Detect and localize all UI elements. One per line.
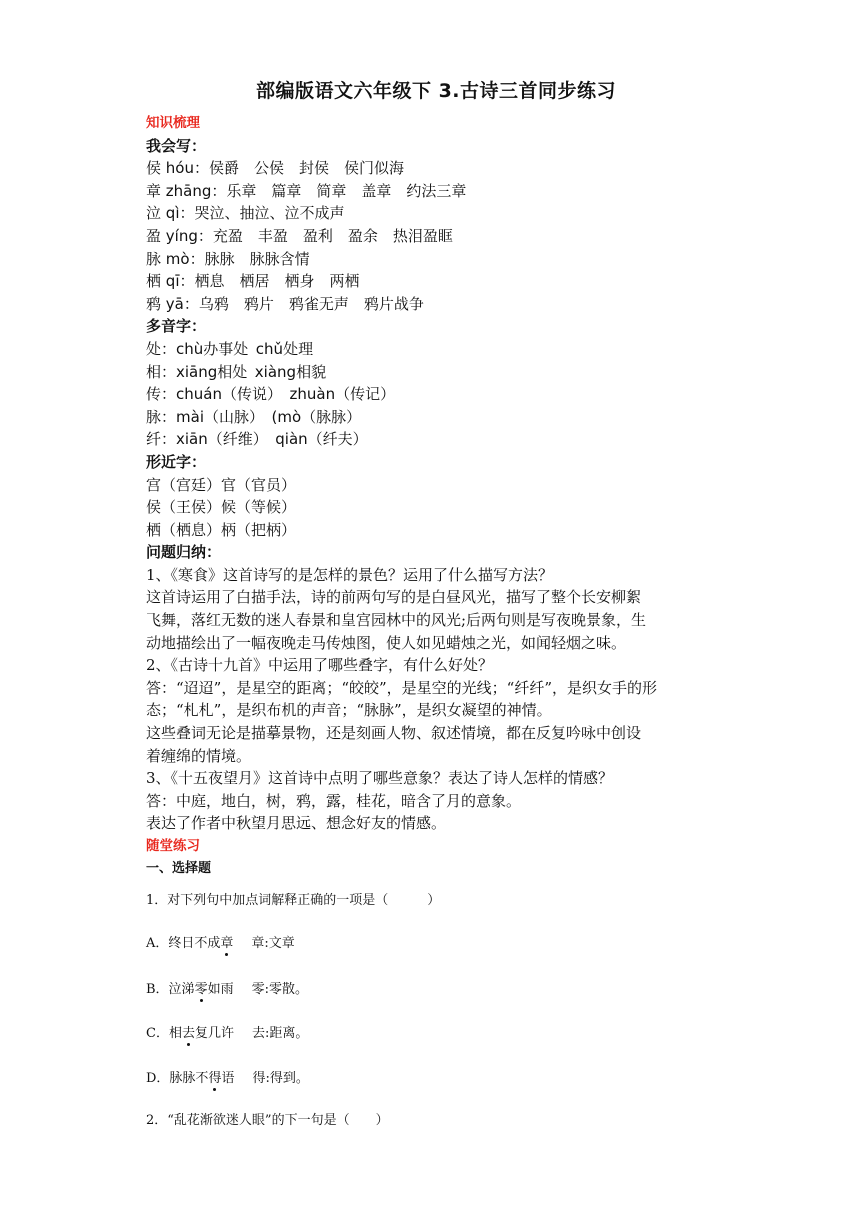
emphasis-dot-char: 章 — [220, 932, 233, 951]
problem-answer-line: 态；“札札”，是织布机的声音；“脉脉”，是织女凝望的神情。 — [146, 701, 552, 720]
problem-answer-line: 表达了作者中秋望月思远、想念好友的情感。 — [146, 814, 447, 833]
write-item: 鸦 yā：乌鸦 鸦片 鸦雀无声 鸦片战争 — [146, 294, 424, 313]
section-choice-heading: 一、选择题 — [146, 860, 212, 876]
write-item: 脉 mò：脉脉 脉脉含情 — [146, 249, 310, 268]
poly-item — [146, 406, 726, 429]
poly-char: 相： — [146, 362, 177, 381]
poly-pinyin-a: xiān — [176, 430, 208, 449]
question-1-stem: 1．对下列句中加点词解释正确的一项是（ ） — [146, 893, 441, 908]
poly-word-a: （山脉） — [204, 407, 265, 426]
poly-word-b: 处理 — [283, 339, 314, 358]
write-item: 泣 qì：哭泣、抽泣、泣不成声 — [146, 204, 345, 223]
option-text-pre: D．脉脉不 — [146, 1071, 209, 1086]
write-words: 充盈 丰盈 盈利 盈余 热泪盈眶 — [212, 226, 453, 245]
write-words: 哭泣、抽泣、泣不成声 — [194, 204, 345, 223]
poly-item — [146, 383, 726, 406]
poly-char: 脉： — [146, 407, 177, 426]
poly-pinyin-a: chù — [176, 339, 204, 358]
option-text-pre: A．终日不成 — [146, 936, 221, 951]
poly-list — [146, 338, 726, 451]
emphasis-dot-char: 零 — [195, 978, 208, 997]
problem-answer-line: 动地描绘出了一幅夜晚走马传烛图，使人如见蜡烛之光，如闻轻烟之味。 — [146, 633, 627, 652]
problem-question: 2、《古诗十九首》中运用了哪些叠字，有什么好处？ — [146, 656, 494, 675]
practice-heading: 随堂练习 — [146, 838, 200, 854]
poly-pinyin-a: mài — [176, 407, 204, 426]
write-pinyin: qī — [165, 272, 180, 291]
write-char: 鸦 — [146, 294, 162, 313]
write-item: 栖 qī：栖息 栖居 栖身 两栖 — [146, 272, 360, 291]
problem-answer-line: 这些叠词无论是描摹景物，还是刻画人物、叙述情境，都在反复吟咏中创设 — [146, 724, 642, 743]
write-pinyin: yíng — [165, 226, 198, 245]
option-gloss: 章:文章 — [251, 936, 295, 951]
poly-pinyin-a: xiāng — [176, 362, 218, 381]
write-pinyin: yā — [165, 294, 184, 313]
similar-heading: 形近字： — [146, 452, 207, 471]
problem-heading: 问题归纳： — [146, 543, 222, 562]
question-1-option — [146, 978, 308, 997]
problem-question: 1、《寒食》这首诗写的是怎样的景色？运用了什么描写方法？ — [146, 565, 554, 584]
problem-answer-line: 答：“迢迢”，是星空的距离；“皎皎”，是星空的光线；“纤纤”，是织女手的形 — [146, 678, 658, 697]
similar-item: 栖（栖息）柄（把柄） — [146, 520, 297, 539]
poly-pinyin-b: (mò — [271, 407, 302, 426]
poly-item — [146, 428, 726, 451]
write-words: 栖息 栖居 栖身 两栖 — [194, 272, 360, 291]
poly-word-b: （脉脉） — [301, 407, 362, 426]
problem-answer-line: 答：中庭，地白，树，鸦，露，桂花，暗含了月的意象。 — [146, 791, 522, 810]
problem-question: 3、《十五夜望月》这首诗中点明了哪些意象？表达了诗人怎样的情感？ — [146, 769, 614, 788]
knowledge-heading: 知识梳理 — [146, 115, 200, 131]
problem-answer-line: 飞舞，落红无数的迷人春景和皇宫园林中的风光;后两句则是写夜晚景象，生 — [146, 611, 647, 630]
write-item: 盈 yíng：充盈 丰盈 盈利 盈余 热泪盈眶 — [146, 226, 453, 245]
option-text-pre: B．泣涕 — [146, 982, 195, 997]
write-words: 乌鸦 鸦片 鸦雀无声 鸦片战争 — [198, 294, 424, 313]
poly-word-a: （纤维） — [207, 430, 268, 449]
question-1-option — [146, 932, 295, 951]
poly-pinyin-b: qiàn — [275, 430, 308, 449]
write-pinyin: mò — [165, 249, 190, 268]
poly-word-b: （纤夫） — [307, 430, 368, 449]
option-text-post: 如雨 — [207, 982, 234, 997]
page-title: 部编版语文六年级下 3.古诗三首同步练习 — [255, 80, 617, 102]
problem-answer-line: 这首诗运用了白描手法，诗的前两句写的是白昼风光，描写了整个长安柳絮 — [146, 588, 642, 607]
question-2-stem: 2．“乱花渐欲迷人眼”的下一句是（ ） — [146, 1113, 389, 1128]
emphasis-dot-char: 去 — [182, 1022, 195, 1041]
question-1-option — [146, 1067, 309, 1086]
poly-word-a: 办事处 — [203, 339, 249, 358]
similar-item: 侯（王侯）候（等候） — [146, 498, 297, 517]
write-char: 侯 — [146, 159, 162, 178]
similar-list — [146, 474, 726, 542]
write-pinyin: zhāng — [165, 181, 212, 200]
write-words: 侯爵 公侯 封侯 侯门似海 — [209, 159, 405, 178]
write-item: 侯 hóu：侯爵 公侯 封侯 侯门似海 — [146, 159, 405, 178]
emphasis-dot-char: 得 — [208, 1067, 221, 1086]
option-gloss: 得:得到。 — [252, 1071, 309, 1086]
write-char: 泣 — [146, 204, 162, 223]
write-item: 章 zhāng：乐章 篇章 简章 盖章 约法三章 — [146, 181, 467, 200]
poly-char: 纤： — [146, 430, 177, 449]
option-gloss: 去:距离。 — [251, 1026, 309, 1041]
write-char: 盈 — [146, 226, 162, 245]
write-char: 章 — [146, 181, 162, 200]
write-pinyin: hóu — [165, 159, 194, 178]
option-text-post: 语 — [221, 1071, 235, 1086]
poly-pinyin-b: chǔ — [255, 339, 284, 358]
write-char: 栖 — [146, 272, 162, 291]
write-words: 乐章 篇章 简章 盖章 约法三章 — [226, 181, 467, 200]
option-text-post: 复几许 — [194, 1026, 234, 1041]
write-list — [146, 157, 726, 315]
write-pinyin: qì — [165, 204, 180, 223]
write-char: 脉 — [146, 249, 162, 268]
poly-item — [146, 361, 726, 384]
poly-char: 处： — [146, 339, 177, 358]
similar-item: 宫（宫廷）官（官员） — [146, 475, 297, 494]
poly-pinyin-b: zhuàn — [289, 385, 336, 404]
option-gloss: 零:零散。 — [251, 982, 308, 997]
knowledge-section — [146, 112, 726, 880]
poly-pinyin-a: chuán — [176, 385, 222, 404]
problem-answer-line: 着缠绵的情境。 — [146, 746, 252, 765]
question-1-option — [146, 1022, 308, 1041]
poly-heading: 多音字： — [146, 317, 207, 336]
write-heading: 我会写： — [146, 136, 207, 155]
poly-char: 传： — [146, 385, 177, 404]
poly-word-a: 相处 — [217, 362, 248, 381]
poly-word-b: （传记） — [335, 385, 396, 404]
write-words: 脉脉 脉脉含情 — [204, 249, 310, 268]
poly-word-b: 相貌 — [296, 362, 327, 381]
poly-item — [146, 338, 726, 361]
poly-word-a: （传说） — [221, 385, 282, 404]
poly-pinyin-b: xiàng — [254, 362, 297, 381]
problem-list — [146, 564, 726, 835]
option-text-pre: C．相 — [146, 1026, 182, 1041]
